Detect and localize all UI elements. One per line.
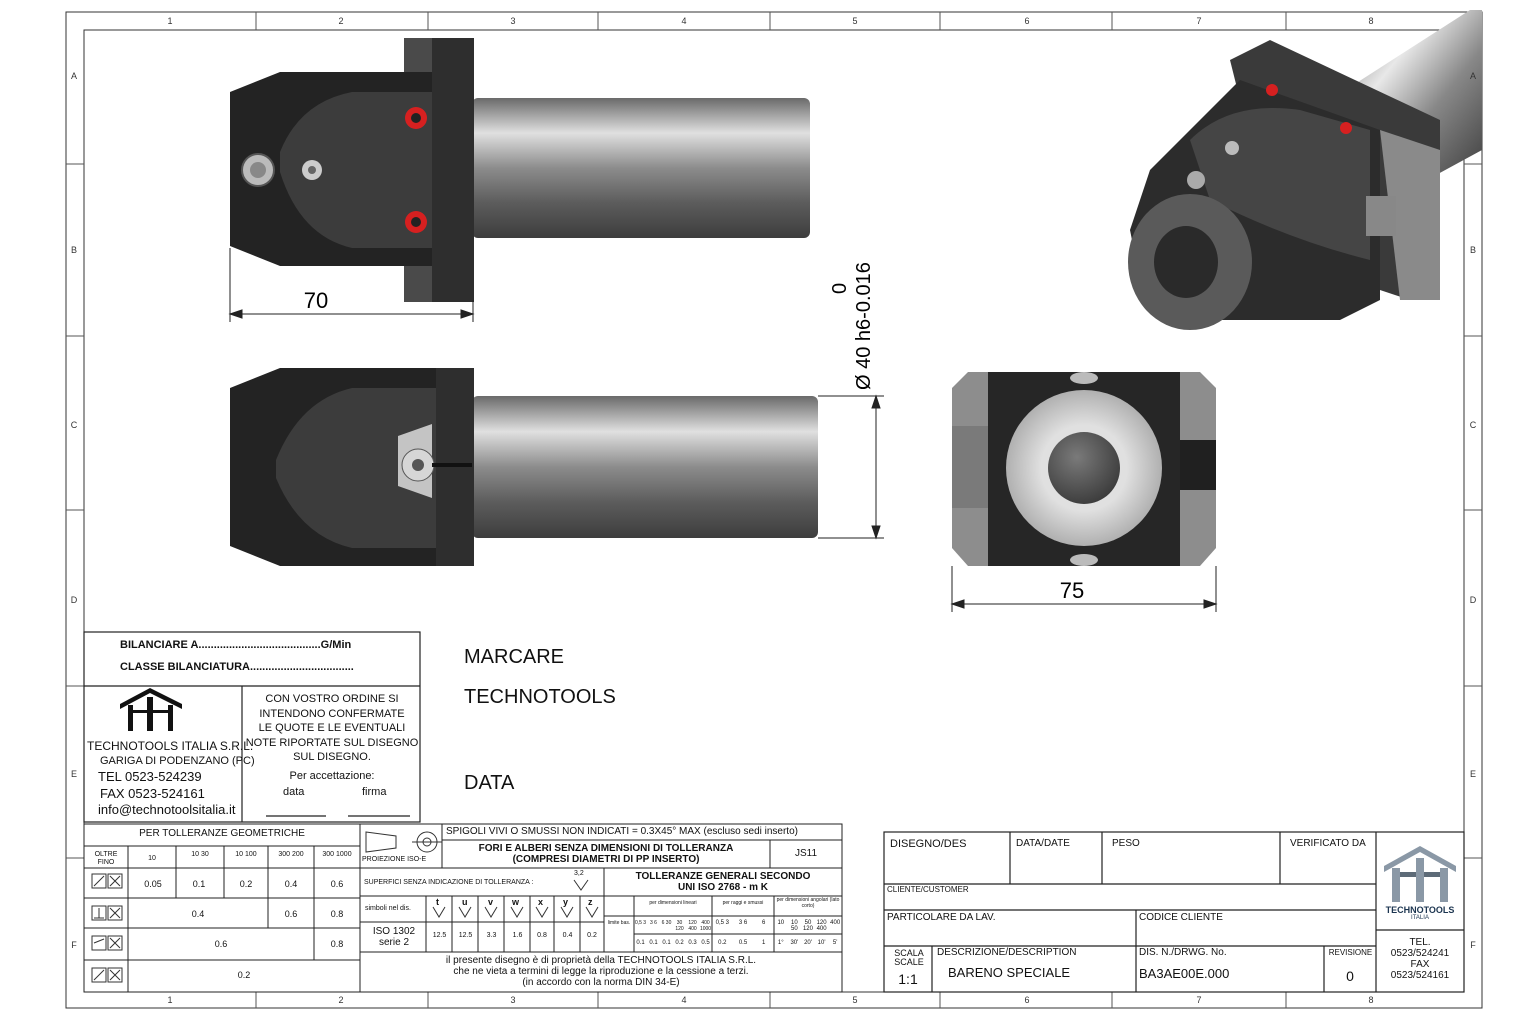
svg-text:2: 2 [338, 995, 344, 1005]
svg-text:1: 1 [167, 995, 173, 1005]
company-fax: FAX 0523-524161 [100, 786, 205, 801]
note-data: DATA [464, 772, 515, 794]
angular-values: 1° 30' 20' 10' 5' [777, 940, 838, 946]
svg-text:E: E [1469, 769, 1477, 779]
geo-cell: 0.6 [214, 939, 228, 949]
svg-text:B: B [1469, 245, 1477, 255]
logo-subtext: ITALIA [1411, 915, 1429, 921]
fori-note: FORI E ALBERI SENZA DIMENSIONI DI TOLLERANZA (COMPRESI DIAMETRI DI PP INSERTO) [478, 843, 734, 865]
svg-text:C: C [70, 420, 78, 430]
geo-cell: 0.6 [330, 879, 344, 889]
svg-text:3: 3 [510, 995, 516, 1005]
end-view [952, 372, 1216, 566]
dis-value: BA3AE00E.000 [1139, 966, 1230, 981]
general-tolerances-title: TOLLERANZE GENERALI SECONDO UNI ISO 2768 - m K [635, 871, 811, 893]
roughness-cell: 0.2 [587, 932, 597, 939]
svg-text:8: 8 [1368, 16, 1374, 26]
svg-text:7: 7 [1196, 16, 1202, 26]
symbol-w: w [512, 897, 520, 907]
svg-text:A: A [1469, 71, 1477, 81]
data-label: data [283, 786, 305, 798]
geo-cell: 0.4 [191, 909, 205, 919]
svg-text:1: 1 [167, 16, 173, 26]
geo-cell: 0.4 [284, 879, 298, 889]
red-screw-icon [1266, 84, 1278, 96]
iso-1302-label: ISO 1302 serie 2 [372, 926, 416, 948]
svg-text:5: 5 [852, 995, 858, 1005]
geo-cell: 0.2 [237, 970, 251, 980]
roughness-value: 3,2 [574, 870, 584, 877]
roughness-cell: 12.5 [458, 932, 473, 939]
roughness-cell: 1.6 [512, 932, 523, 939]
note-technotools: TECHNOTOOLS [464, 686, 616, 708]
balance-line-2: CLASSE BILANCIATURA.................................. [120, 661, 354, 673]
geo-cell: 0.6 [284, 909, 298, 919]
simboli-label: simboli nel dis. [365, 905, 411, 912]
particolare-label: PARTICOLARE DA LAV. [887, 912, 996, 923]
company-address: GARIGA DI PODENZANO (PC) [100, 755, 255, 767]
codice-cliente-label: CODICE CLIENTE [1139, 912, 1223, 923]
screw-icon [1187, 171, 1205, 189]
radius-label: per raggi e smussi [722, 900, 764, 906]
projection-icon [366, 832, 442, 852]
svg-text:2: 2 [338, 16, 344, 26]
dimension-75-label: 75 [1059, 578, 1085, 603]
superfici-note: SUPERFICI SENZA INDICAZIONE DI TOLLERANZA : [364, 879, 534, 886]
svg-text:D: D [70, 595, 78, 605]
angular-label: per dimensioni angolari (lato corto) [776, 897, 840, 909]
geo-cell: 0.2 [239, 879, 253, 889]
company-name: TECHNOTOOLS ITALIA S.R.L. [87, 739, 254, 753]
geo-cell: 0.8 [330, 939, 344, 949]
shaft-top [472, 98, 810, 238]
symbol-u: u [462, 897, 468, 907]
svg-text:6: 6 [1024, 995, 1030, 1005]
geo-cell: 0.1 [192, 879, 206, 889]
geo-header: OLTRE FINO [94, 851, 118, 866]
linear-label: per dimensioni lineari [649, 900, 697, 906]
balance-line-1: BILANCIARE A........................................G/Min [120, 639, 352, 651]
data-date-label: DATA/DATE [1016, 838, 1070, 849]
company-email: info@technotoolsitalia.it [98, 802, 236, 817]
svg-text:A: A [70, 71, 78, 81]
symbol-v: v [488, 897, 494, 907]
symbol-y: y [563, 897, 569, 907]
confirmation-note: CON VOSTRO ORDINE SI INTENDONO CONFERMATE LE QUOTE E LE EVENTUALI NOTE RIPORTATE SUL DISEGNO SUL DISEGNO. Per accettazione: [245, 693, 419, 782]
geo-header: 10 [148, 855, 156, 862]
linear-values: 0.1 0.1 0.1 0.2 0.3 0.5 [636, 940, 710, 946]
company-tel: TEL 0523-524239 [98, 769, 202, 784]
svg-text:8: 8 [1368, 995, 1374, 1005]
roughness-cell: 0.4 [562, 932, 573, 939]
svg-text:C: C [1469, 420, 1477, 430]
radius-values: 0.2 0.5 1 [718, 940, 766, 946]
geo-header: 10 30 [191, 851, 209, 858]
note-marcare: MARCARE [464, 646, 565, 668]
geo-title: PER TOLLERANZE GEOMETRICHE [139, 828, 305, 839]
radius-ranges: 0,5 3 3 6 6 [715, 920, 766, 926]
scala-label: SCALA SCALE [894, 948, 924, 967]
roughness-cell: 0.8 [537, 932, 547, 939]
logo-text: TECHNOTOOLS [1385, 905, 1455, 915]
svg-text:E: E [70, 769, 78, 779]
geo-cell: 0.8 [330, 909, 344, 919]
svg-text:5: 5 [852, 16, 858, 26]
technotools-logo-left [120, 688, 182, 731]
spigoli-note: SPIGOLI VIVI O SMUSSI NON INDICATI = 0.3X45° MAX (escluso sedi inserto) [446, 826, 798, 837]
verificato-label: VERIFICATO DA [1290, 838, 1366, 849]
linear-ranges: 0,5 3 3 6 6 30 30 120 120 400 400 1000 [634, 920, 712, 932]
symbol-z: z [588, 897, 593, 907]
technotools-logo-right [1384, 846, 1456, 902]
svg-text:4: 4 [681, 995, 687, 1005]
roughness-cell: 12.5 [432, 932, 447, 939]
svg-text:7: 7 [1196, 995, 1202, 1005]
dis-label: DIS. N./DRWG. No. [1139, 947, 1227, 958]
dimension-70-label: 70 [303, 288, 329, 313]
js11-value: JS11 [794, 848, 818, 859]
svg-text:F: F [1470, 940, 1476, 950]
revisione-label: REVISIONE [1328, 948, 1373, 957]
geo-cell: 0.05 [144, 879, 162, 889]
isometric-view [1128, 10, 1482, 330]
geo-header: 300 1000 [322, 851, 352, 858]
diameter-label-upper: 0 [829, 282, 851, 294]
front-view [230, 368, 818, 566]
svg-text:D: D [1469, 595, 1477, 605]
descrizione-label: DESCRIZIONE/DESCRIPTION [937, 947, 1077, 958]
disegno-label: DISEGNO/DES [890, 838, 967, 850]
diameter-label: Ø 40 h6-0.016 [853, 262, 875, 390]
angular-ranges: 10 10 50 50 120 120 400 400 [777, 920, 841, 932]
roughness-cell: 3.3 [486, 932, 497, 939]
revisione-value: 0 [1346, 968, 1354, 984]
peso-label: PESO [1112, 838, 1140, 849]
descrizione-value: BARENO SPECIALE [948, 965, 1071, 980]
cliente-label: CLIENTE/CUSTOMER [887, 885, 969, 894]
property-note: il presente disegno è di proprietà della TECHNOTOOLS ITALIA S.R.L. che ne vieta a termini di legge la riproduzione e la cessione a terzi. (in accordo con la norma DIN 34-E) [445, 955, 757, 988]
shaft-front [472, 396, 818, 538]
contacts: TEL. 0523/524241 FAX 0523/524161 [1390, 937, 1450, 981]
screw-icon [1225, 141, 1239, 155]
scala-value: 1:1 [898, 971, 918, 987]
limit-label: limite bas. [607, 920, 631, 926]
svg-text:B: B [70, 245, 78, 255]
projection-label: PROIEZIONE ISO-E [362, 856, 427, 863]
svg-text:6: 6 [1024, 16, 1030, 26]
svg-text:3: 3 [510, 16, 516, 26]
symbol-t: t [436, 897, 439, 907]
svg-text:4: 4 [681, 16, 687, 26]
geo-header: 300 200 [278, 851, 304, 858]
top-view [230, 38, 810, 302]
red-screw-icon [1340, 122, 1352, 134]
firma-label: firma [362, 786, 387, 798]
svg-text:F: F [71, 940, 77, 950]
symbol-x: x [538, 897, 544, 907]
dimension-diameter [818, 396, 884, 538]
geo-header: 10 100 [235, 851, 257, 858]
bore-hole [1048, 432, 1120, 504]
